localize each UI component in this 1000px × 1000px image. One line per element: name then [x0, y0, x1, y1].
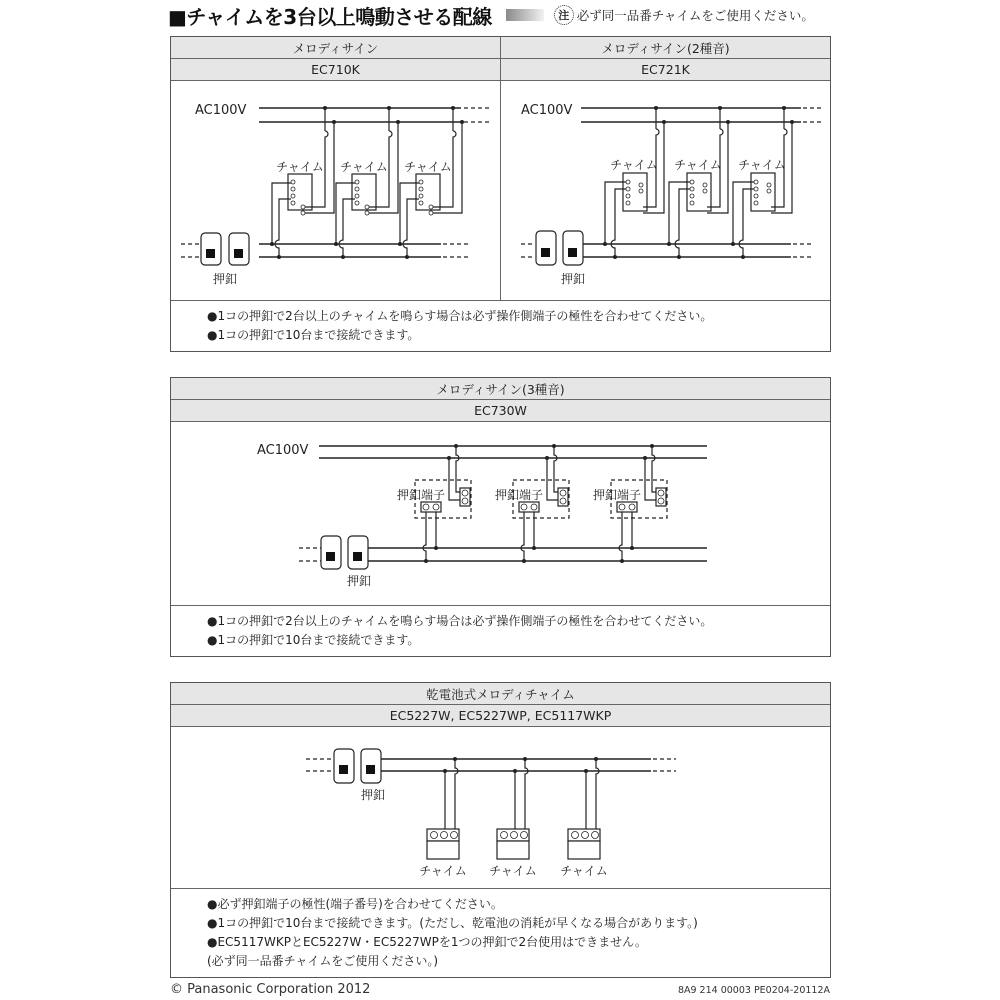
wiring-diagram-svg — [171, 81, 500, 301]
note-line: ●1コの押釦で2台以上のチャイムを鳴らす場合は必ず操作側端子の極性を合わせてください。 — [207, 614, 713, 628]
button-label: 押釦 — [360, 788, 386, 802]
power-label: AC100V — [257, 443, 309, 458]
section-battery-chime — [170, 682, 831, 978]
terminal-label: 押釦端子 — [494, 488, 544, 502]
page-title: ■チャイムを3台以上鳴動させる配線 — [168, 4, 492, 29]
chime-label: チャイム — [489, 864, 537, 878]
notes-section2 — [171, 606, 830, 650]
terminal-label: 押釦端子 — [396, 488, 446, 502]
chime-label: チャイム — [560, 864, 608, 878]
note-line: ●1コの押釦で10台まで接続できます。 — [207, 633, 420, 647]
header-row — [171, 683, 830, 705]
wiring-diagram-ec730w — [171, 422, 830, 605]
wiring-diagram-battery — [171, 727, 830, 888]
chime-label: チャイム — [610, 158, 658, 172]
wiring-diagram-ec710k — [171, 81, 500, 300]
product-type-header: メロディサイン(3種音) — [171, 378, 830, 400]
chime-label: チャイム — [340, 160, 388, 174]
power-label: AC100V — [195, 103, 247, 118]
product-type-header: メロディサイン(2種音) — [500, 37, 830, 59]
chime-label: チャイム — [276, 160, 324, 174]
model-row — [171, 59, 830, 81]
model-row — [171, 705, 830, 727]
notes-section3 — [171, 889, 830, 971]
diagram-row — [171, 422, 830, 606]
gradient-bar-decoration — [506, 9, 544, 21]
notes-section1 — [171, 301, 830, 345]
button-label: 押釦 — [212, 272, 238, 286]
note-line: ●EC5117WKPとEC5227W・EC5227WPを1つの押釦で2台使用はできません。 — [207, 935, 647, 949]
note-line: ●1コの押釦で10台まで接続できます。(ただし、乾電池の消耗が早くなる場合があります。) — [207, 916, 698, 930]
copyright: © Panasonic Corporation 2012 — [170, 982, 371, 997]
section-ec730w — [170, 377, 831, 657]
header-row — [171, 378, 830, 400]
diagram-row — [171, 81, 830, 301]
product-type-header: 乾電池式メロディチャイム — [171, 683, 830, 705]
note-line: ●1コの押釦で2台以上のチャイムを鳴らす場合は必ず操作側端子の極性を合わせてください。 — [207, 309, 713, 323]
button-label: 押釦 — [346, 574, 372, 588]
note-icon: 注 — [554, 5, 574, 25]
title-row — [168, 2, 838, 28]
wiring-diagram-svg — [501, 81, 830, 301]
chime-label: チャイム — [738, 158, 786, 172]
model-number: EC730W — [171, 400, 830, 422]
power-label: AC100V — [521, 103, 573, 118]
note-line: ●1コの押釦で10台まで接続できます。 — [207, 328, 420, 342]
chime-label: チャイム — [419, 864, 467, 878]
button-label: 押釦 — [560, 272, 586, 286]
note-text: 必ず同一品番チャイムをご使用ください。 — [576, 8, 814, 23]
wiring-diagram-ec721k — [500, 81, 830, 300]
chime-label: チャイム — [674, 158, 722, 172]
chime-label: チャイム — [404, 160, 452, 174]
diagram-row — [171, 727, 830, 889]
terminal-label: 押釦端子 — [592, 488, 642, 502]
model-number: EC710K — [171, 59, 500, 81]
note-line: (必ず同一品番チャイムをご使用ください。) — [207, 954, 439, 968]
header-row — [171, 37, 830, 59]
model-number: EC721K — [500, 59, 830, 81]
wiring-diagram-svg — [171, 727, 830, 889]
section-ec710k-ec721k — [170, 36, 831, 352]
wiring-diagram-svg — [171, 422, 830, 606]
note-line: ●必ず押釦端子の極性(端子番号)を合わせてください。 — [207, 897, 503, 911]
model-number: EC5227W, EC5227WP, EC5117WKP — [171, 705, 830, 727]
document-codes: 8A9 214 00003 PE0204-20112A — [677, 985, 830, 996]
model-row — [171, 400, 830, 422]
product-type-header: メロディサイン — [171, 37, 500, 59]
